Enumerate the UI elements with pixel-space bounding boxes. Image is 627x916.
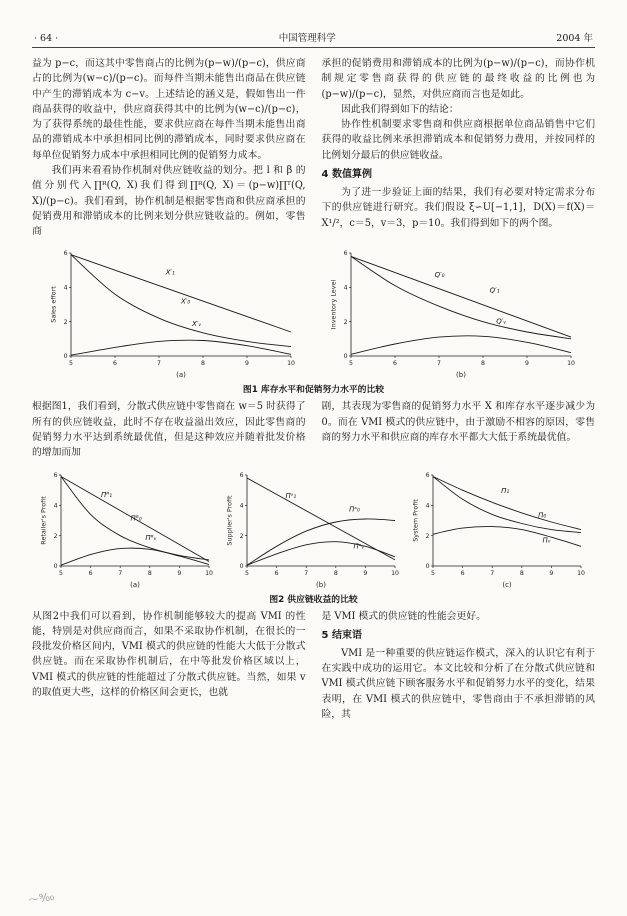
x-tick-label: 8 [480,360,485,368]
figure-1-caption: 图1 库存水平和促销努力水平的比较 [242,385,385,396]
series-curve [351,257,571,338]
x-tick-label: 10 [204,569,213,577]
paragraph: 为了进一步验证上面的结果，我们有必要对特定需求分布下的供应链进行研究。我们假设 ξ∽U[−1,1]，D(X)＝f(X)＝X¹/²，c＝5，v＝3，p＝10。我们得到如下的两个图。 [321,186,595,229]
x-tick-label: 6 [460,569,465,577]
handwritten-mark: 〜⁹⁄₀₀ [27,889,56,908]
x-tick-label: 7 [489,569,494,577]
figure-2-plots [32,468,595,590]
year-label: 2004 年 [556,33,593,44]
x-tick-label: 5 [68,360,73,368]
paragraph: 根据图1，我们看到，分散式供应链中零售商在 w＝5 时获得了所有的供应链收益，此时不存在收益溢出效应，因此零售商的促销努力水平达到系统最优值，但是这种效应并随着批发价格的增加而加 [32,401,306,459]
paragraph: 从图2中我们可以看到，协作机制能够较大的提高 VMI 的性能，特别是对供应商而言，如果不采取协作机制，在很长的一段批发价格区间内，VMI 模式的供应链的性能大大低于分散式供应链。而在采取协作机制后，在中等批发价格区域以上，VMI 模式的供应链的性能超过了分散式供应链。当然，如果 v 的取值更大些，这样的价格区间会更长，也就 [32,610,306,698]
x-tick-label: 9 [362,569,367,577]
text-block-top [32,56,595,239]
left-column-top [32,56,306,239]
x-tick-label: 10 [286,360,295,368]
x-tick-label: 8 [519,569,524,577]
section-heading-4: 4 数值算例 [321,168,372,180]
series-curve [433,526,581,546]
x-tick-label: 10 [576,569,585,577]
y-tick-label: 4 [343,284,347,292]
x-tick-label: 10 [390,569,399,577]
journal-title: 中国管理科学 [278,33,336,44]
page-number: · 64 · [34,33,59,44]
right-column-top [322,56,596,239]
subplot-label: (a) [129,580,140,589]
x-tick-label: 7 [156,360,161,368]
series-label: Πᴿ₀ [130,514,142,522]
conclusion-paragraph: 协作性机制要求零售商和供应商根据单位商品销售中它们获得的收益比例来承担滞销成本和促销努力费用，并按同样的比例划分最后的供应链收益。 [321,119,595,161]
y-tick-label: 0 [239,562,243,570]
x-tick-label: 7 [117,569,122,577]
x-tick-label: 6 [274,569,279,577]
header-rule [32,47,595,48]
y-tick-label: 4 [53,502,57,510]
line-chart-c [411,468,589,590]
series-label: Πˢᵥ [353,542,364,551]
axes [247,475,395,566]
series-curve [433,476,581,529]
y-tick-label: 0 [343,353,347,361]
y-tick-label: 6 [63,250,67,258]
x-tick-label: 6 [88,569,93,577]
y-axis-label: System Profit [411,498,419,542]
x-tick-label: 7 [436,360,441,368]
figure-2-caption: 图2 供应链收益的比较 [269,594,358,605]
x-tick-label: 8 [333,569,338,577]
series-label: Q′₁ [489,286,500,295]
x-tick-label: 9 [244,360,249,368]
y-tick-label: 0 [425,562,429,570]
y-tick-label: 0 [63,353,67,361]
series-label: X′ᵥ [191,320,201,329]
y-tick-label: 6 [425,471,429,479]
paragraph: VMI 是一种重要的供应链运作模式，深入的认识它有利于在实践中成功的运用它。本文比较和分析了在分散式供应链和 VMI 模式供应链下顾客服务水平和促销努力水平的变化，结果表明，在 VMI 模式的供应链中，零售商由于不承担滞销的风险，其 [321,647,595,720]
series-label: Πᴿ₁ [100,490,112,499]
y-tick-label: 2 [239,532,243,540]
left-column-bottom [32,609,306,723]
y-axis-label: Sales effort [49,286,57,324]
series-label: Πˢ₀ [348,504,360,513]
y-tick-label: 2 [53,532,57,540]
x-tick-label: 6 [112,360,117,368]
series-label: Π₁ [500,486,509,495]
x-tick-label: 5 [348,360,353,368]
x-tick-label: 5 [58,569,63,577]
y-tick-label: 6 [53,471,57,479]
text-block-mid [32,399,595,460]
y-tick-label: 0 [53,562,57,570]
y-axis-label: Supplier's Profit [225,494,233,546]
line-chart-a [39,468,217,590]
line-chart-b [225,468,403,590]
page-header [32,30,595,47]
series-label: X′₁ [165,268,175,277]
left-column-mid [32,399,306,460]
paragraph: 因此我们得到如下的结论： [341,103,459,115]
line-chart-b [329,246,579,380]
subplot-label: (c) [501,580,512,589]
figure-1 [32,246,595,395]
paragraph: 益为 p−c，而这其中零售商占的比例为(p−w)/(p−c)，供应商占的比例为(w−c)/(p−c)。而每件当期未能售出商品在供应链中产生的滞销成本为 c−v。上述结论的涵义是，假如售出一件商品获得的收益中，供应商获得其中的比例为(w−c)/(p−c)，为了获得系统的最佳性能，要求供应商在每件当期未能售出商品的滞销成本中承担相同比例的滞销成本，同时要求供应商在每单位促销努力成本中承担相同比例的促销努力成本。 [32,58,306,161]
y-tick-label: 2 [343,319,347,327]
figure-1-plots [32,246,595,380]
series-label: Πᴿᵥ [144,533,157,542]
right-column-bottom [322,609,596,723]
subplot-label: (a) [175,371,186,380]
y-tick-label: 2 [63,319,67,327]
y-tick-label: 2 [425,532,429,540]
x-tick-label: 5 [244,569,249,577]
section-heading-5: 5 结束语 [321,629,362,641]
y-axis-label: Inventory Level [329,280,337,330]
series-curve [351,336,571,354]
series-label: Π₀ [537,510,546,519]
paragraph: 是 VMI 模式的供应链的性能会更好。 [321,610,486,622]
subplot-label: (b) [315,580,326,589]
x-tick-label: 9 [176,569,181,577]
series-curve [71,255,291,332]
x-tick-label: 9 [548,569,553,577]
y-tick-label: 6 [239,471,243,479]
x-tick-label: 9 [524,360,529,368]
paragraph: 剧，其表现为零售商的促销努力水平 X 和库存水平逐步减少为 0。而在 VMI 模式的供应链中，由于激励不相容的原因，零售商的努力水平和供应商的库存水平都大大低于系统最优值。 [321,401,595,443]
x-tick-label: 6 [392,360,397,368]
x-tick-label: 10 [566,360,575,368]
paragraph: 我们再来看看协作机制对供应链收益的划分。把 l 和 β 的值分别代入∏ᴿ(Q, X)我们得到∏ᴿ(Q, X)＝(p−w)∏ᵀ(Q, X)/(p−c)。我们看到，协作机制是根据零售商和供应商承担的促销费用和滞销成本的比例来划分供应链收益的。例如，零售商 [32,164,306,238]
x-tick-label: 5 [430,569,435,577]
text-block-bottom [32,609,595,723]
series-label: Πˢ₁ [284,491,296,500]
series-label: Q′ᵥ [495,317,506,326]
x-tick-label: 8 [147,569,152,577]
y-tick-label: 6 [343,250,347,258]
series-curve [71,341,291,356]
y-axis-label: Retailer's Profit [39,495,47,545]
x-tick-label: 7 [303,569,308,577]
y-tick-label: 4 [239,502,243,510]
x-tick-label: 8 [200,360,205,368]
series-label: Πᵥ [542,535,551,544]
paragraph: 承担的促销费用和滞销成本的比例为(p−w)/(p−c)，而协作机制规定零售商获得的供应链的最终收益的比例也为(p−w)/(p−c)，显然，对供应商而言也是如此。 [321,58,595,100]
right-column-mid [322,399,596,460]
subplot-label: (b) [455,371,466,380]
series-label: Q′₀ [434,271,445,280]
line-chart-a [49,246,299,380]
series-curve [247,541,395,565]
y-tick-label: 4 [63,284,67,292]
y-tick-label: 4 [425,502,429,510]
series-label: X′₀ [180,298,190,307]
figure-2 [32,468,595,605]
